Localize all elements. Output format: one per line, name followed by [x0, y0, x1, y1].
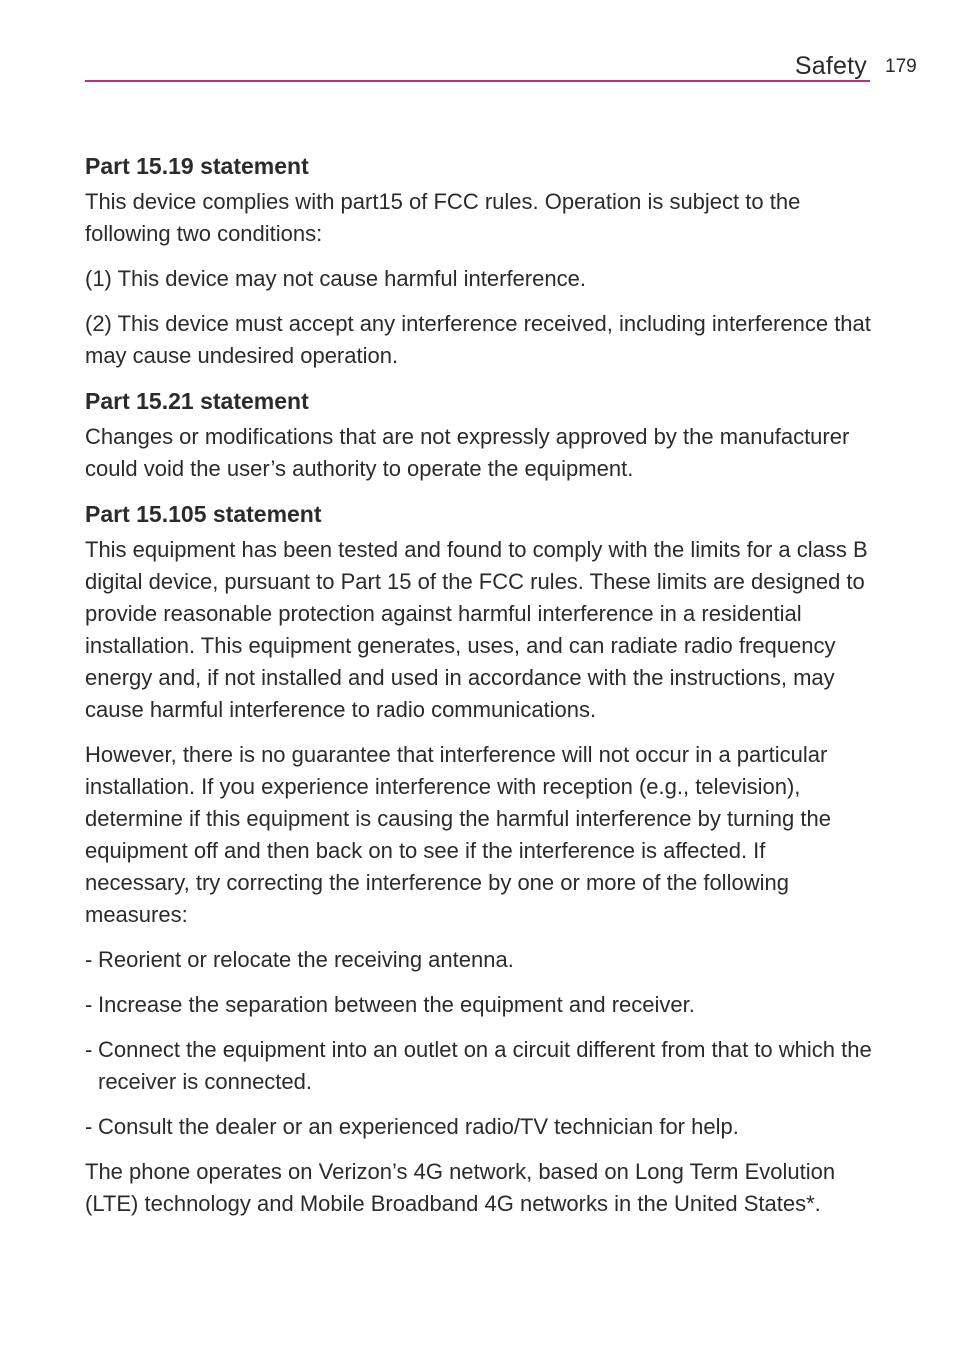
list-item: [85, 989, 875, 1021]
section-heading: Part 15.21 statement: [85, 388, 309, 414]
section-part-15-105: [85, 498, 875, 1220]
header-divider: [85, 80, 870, 82]
list-item: [85, 944, 875, 976]
list-item-text: Reorient or relocate the receiving antenna.: [98, 947, 514, 972]
section-heading: Part 15.105 statement: [85, 501, 322, 527]
bullet-marker: -: [85, 1114, 93, 1139]
paragraph: This equipment has been tested and found to comply with the limits for a class B digital device, pursuant to Part 15 of the FCC rules. These limits are designed to provide reasonable protection against harmful interference in a residential installation. This equipment generates, uses, and can radiate radio frequency energy and, if not installed and used in accordance with the instructions, may cause harmful interference to radio communications.: [85, 537, 868, 722]
list-item-text: Consult the dealer or an experienced radio/TV technician for help.: [98, 1114, 739, 1139]
list-item: [85, 1034, 875, 1098]
bullet-marker: -: [85, 992, 93, 1017]
section-heading: Part 15.19 statement: [85, 153, 309, 179]
page-header: [0, 0, 954, 90]
paragraph: Changes or modifications that are not expressly approved by the manufacturer could void the user’s authority to operate the equipment.: [85, 424, 850, 481]
bullet-marker: -: [85, 1037, 93, 1062]
paragraph: (2) This device must accept any interference received, including interference that may cause undesired operation.: [85, 311, 871, 368]
page-content: [85, 150, 875, 1233]
list-item-text: Increase the separation between the equipment and receiver.: [98, 992, 695, 1017]
section-part-15-21: [85, 385, 875, 485]
bullet-marker: -: [85, 947, 93, 972]
list-item: [85, 1111, 875, 1143]
section-part-15-19: [85, 150, 875, 372]
paragraph: (1) This device may not cause harmful interference.: [85, 266, 586, 291]
paragraph: However, there is no guarantee that interference will not occur in a particular installation. If you experience interference with reception (e.g., television), determine if this equipment is causing the harmful interference by turning the equipment off and then back on to see if the interference is affected. If necessary, try correcting the interference by one or more of the following measures:: [85, 742, 831, 927]
list-item-text: Connect the equipment into an outlet on a circuit different from that to which the receiver is connected.: [98, 1037, 872, 1094]
page-number: 179: [885, 56, 917, 77]
paragraph: This device complies with part15 of FCC rules. Operation is subject to the following two conditions:: [85, 189, 801, 246]
closing-paragraph: The phone operates on Verizon’s 4G network, based on Long Term Evolution (LTE) technology and Mobile Broadband 4G networks in the United States*.: [85, 1159, 836, 1216]
section-title: Safety: [794, 52, 867, 80]
